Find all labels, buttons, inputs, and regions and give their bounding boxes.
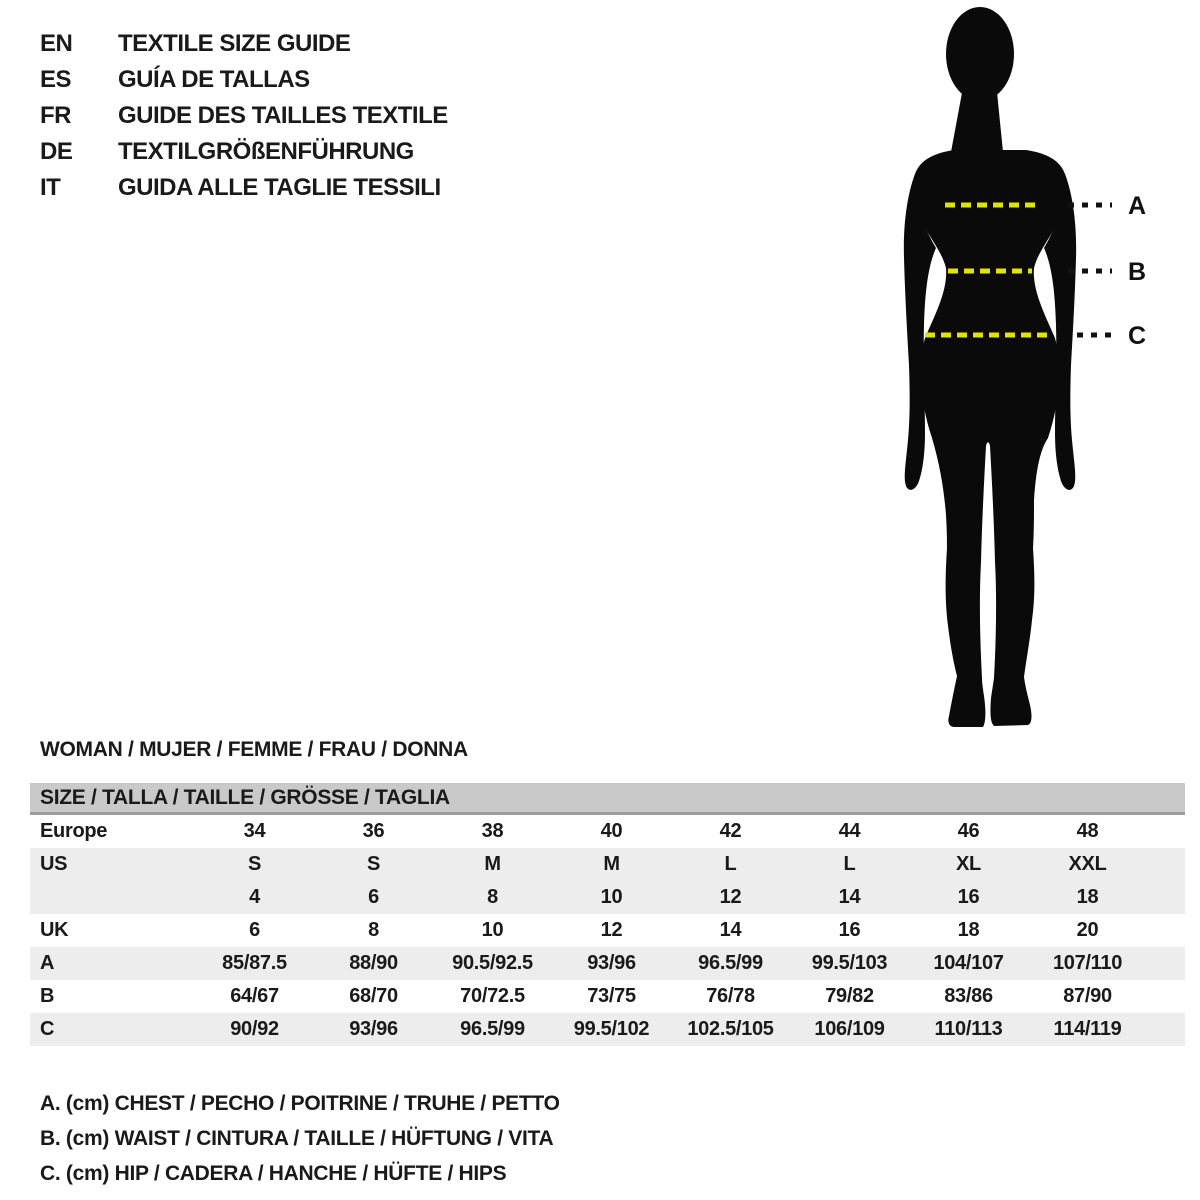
row-label: Europe (40, 820, 108, 842)
filler-cell (1147, 848, 1185, 881)
row-label: B (40, 985, 55, 1007)
size-cell: 10 (552, 881, 671, 914)
guide-title: TEXTILE SIZE GUIDE (118, 30, 351, 57)
size-cell: 64/67 (230, 985, 279, 1007)
size-table-header: SIZE / TALLA / TAILLE / GRÖSSE / TAGLIA (30, 783, 1185, 815)
language-code: DE (40, 138, 73, 165)
chest-label: A (1128, 192, 1147, 220)
woman-silhouette (904, 7, 1076, 727)
size-cell: 88/90 (314, 947, 433, 980)
size-cell: 102.5/105 (671, 1013, 790, 1046)
size-cell: 16 (909, 881, 1028, 914)
woman-silhouette-figure (890, 0, 1200, 740)
language-code: EN (40, 30, 73, 57)
table-row-waist (30, 980, 1185, 1013)
table-row-us-number (30, 881, 1185, 914)
size-cell: M (433, 848, 552, 881)
size-cell: L (790, 848, 909, 881)
legend-chest: A. (cm) CHEST / PECHO / POITRINE / TRUHE / PETTO (40, 1092, 560, 1115)
size-cell: M (552, 848, 671, 881)
size-cell: 114/119 (1028, 1013, 1147, 1046)
size-cell: 90.5/92.5 (433, 947, 552, 980)
size-cell: S (314, 848, 433, 881)
language-row-en (40, 26, 448, 62)
size-cell: XL (909, 848, 1028, 881)
legend-waist: B. (cm) WAIST / CINTURA / TAILLE / HÜFTUNG / VITA (40, 1127, 554, 1150)
size-cell: 110/113 (909, 1013, 1028, 1046)
size-cell: 8 (368, 919, 379, 941)
size-cell: 8 (433, 881, 552, 914)
guide-title: GUIDA ALLE TAGLIE TESSILI (118, 174, 441, 201)
filler-cell (1147, 914, 1185, 947)
size-cell: 20 (1076, 919, 1099, 941)
size-cell: 14 (790, 881, 909, 914)
language-row-it (40, 170, 448, 206)
size-cell: 79/82 (825, 985, 874, 1007)
row-label: A (30, 947, 195, 980)
size-cell: 42 (719, 820, 742, 842)
filler-cell (1147, 980, 1185, 1013)
language-title-block (40, 26, 448, 206)
size-cell: 6 (314, 881, 433, 914)
section-title-woman: WOMAN / MUJER / FEMME / FRAU / DONNA (40, 738, 468, 761)
guide-title: GUÍA DE TALLAS (118, 66, 310, 93)
row-label: US (30, 848, 195, 881)
size-cell: 93/96 (552, 947, 671, 980)
size-cell: 99.5/103 (790, 947, 909, 980)
size-cell: 70/72.5 (460, 985, 525, 1007)
size-cell: 6 (249, 919, 260, 941)
table-row-us-letter (30, 848, 1185, 881)
size-cell: 87/90 (1063, 985, 1112, 1007)
size-cell: 44 (838, 820, 861, 842)
legend-hip: C. (cm) HIP / CADERA / HANCHE / HÜFTE / HIPS (40, 1162, 507, 1185)
size-table (30, 783, 1185, 1046)
size-cell: XXL (1028, 848, 1147, 881)
size-cell: 34 (243, 820, 266, 842)
filler-cell (1147, 881, 1185, 914)
table-row-uk (30, 914, 1185, 947)
language-row-de (40, 134, 448, 170)
size-cell: 68/70 (349, 985, 398, 1007)
size-cell: 4 (195, 881, 314, 914)
filler-cell (1147, 1013, 1185, 1046)
language-row-fr (40, 98, 448, 134)
size-cell: 83/86 (944, 985, 993, 1007)
table-row-europe (30, 815, 1185, 848)
size-cell: 38 (481, 820, 504, 842)
size-cell: 106/109 (790, 1013, 909, 1046)
size-grid (30, 815, 1185, 1046)
filler-cell (1147, 815, 1185, 848)
size-cell: 12 (600, 919, 623, 941)
measurement-legend (40, 1086, 560, 1191)
guide-title: GUIDE DES TAILLES TEXTILE (118, 102, 448, 129)
size-cell: 16 (838, 919, 861, 941)
language-code: FR (40, 102, 71, 129)
size-cell: 104/107 (909, 947, 1028, 980)
silhouette-neck (951, 82, 1003, 152)
language-row-es (40, 62, 448, 98)
waist-label: B (1128, 258, 1147, 286)
guide-title: TEXTILGRÖßENFÜHRUNG (118, 138, 414, 165)
language-code: IT (40, 174, 61, 201)
size-cell: S (195, 848, 314, 881)
filler-cell (1147, 947, 1185, 980)
size-cell: 99.5/102 (552, 1013, 671, 1046)
size-cell: 48 (1076, 820, 1099, 842)
hip-label: C (1128, 322, 1147, 350)
size-cell: 18 (1028, 881, 1147, 914)
size-cell: 90/92 (195, 1013, 314, 1046)
silhouette-body (913, 150, 1067, 727)
size-cell: 36 (362, 820, 385, 842)
size-cell: 76/78 (706, 985, 755, 1007)
table-row-hip (30, 1013, 1185, 1046)
row-label (30, 881, 195, 914)
size-cell: 12 (671, 881, 790, 914)
row-label: C (30, 1013, 195, 1046)
size-cell: 93/96 (314, 1013, 433, 1046)
size-cell: 73/75 (587, 985, 636, 1007)
language-code: ES (40, 66, 72, 93)
size-cell: 40 (600, 820, 623, 842)
size-cell: 96.5/99 (433, 1013, 552, 1046)
size-cell: 18 (957, 919, 980, 941)
table-row-chest (30, 947, 1185, 980)
size-cell: 10 (481, 919, 504, 941)
size-cell: 107/110 (1028, 947, 1147, 980)
size-cell: L (671, 848, 790, 881)
size-cell: 14 (719, 919, 742, 941)
size-cell: 85/87.5 (195, 947, 314, 980)
row-label: UK (40, 919, 69, 941)
size-cell: 46 (957, 820, 980, 842)
size-cell: 96.5/99 (671, 947, 790, 980)
